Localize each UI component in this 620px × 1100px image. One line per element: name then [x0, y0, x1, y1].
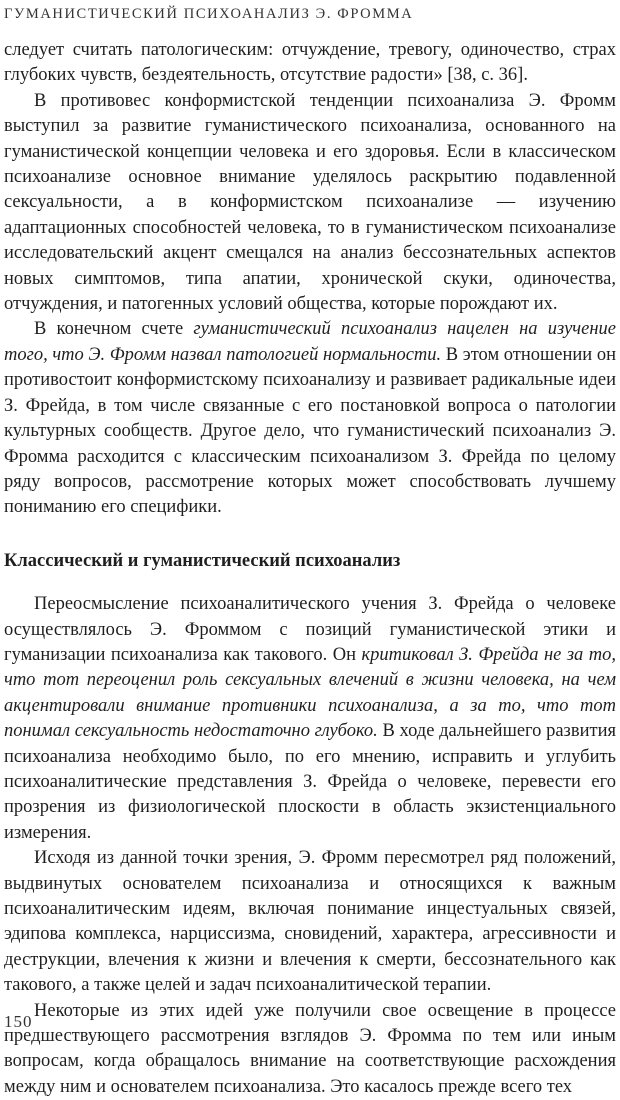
paragraph-text: В этом отношении он противостоит конформистскому психоанализу и развивает радикальные идеи З. Фрейда, в том числе связанные с его постановкой вопроса о патологии культурных сообществ. Другое дело, что гуманистический психоанализ Э. Фромма расходится с классическим психоанализом З. Фрейда по целому ряду вопросов, рассмотрение которых может способствовать лучшему пониманию его специфики. [4, 344, 616, 518]
body-text [4, 38, 616, 1100]
italic-emphasis: критиковал З. Фрейда не за то, что тот переоценил роль сексуальных влечений в жизни человека, на чем акцентировали внимание противники психоанализа, а за то, что тот понимал сексуальность недостаточно глубоко. [4, 644, 616, 742]
page-number: 150 [4, 1012, 33, 1031]
section-heading: Классический и гуманистический психоанализ [4, 550, 401, 571]
italic-emphasis: гуманистический психоанализ нацелен на изучение того, что Э. Фромм назвал патологией нормальности. [4, 319, 616, 365]
paragraph-revised-ideas: Исходя из данной точки зрения, Э. Фромм пересмотрел ряд положений, выдвинутых основателем психоанализа и относящихся к важным психоаналитическим идеям, включая понимание инцестуальных связей, эдипова комплекса, нарциссизма, сновидений, характера, агрессивности и деструкции, влечения к жизни и влечения к смерти, бессознательного как такового, а также целей и задач психоаналитической терапии. [4, 848, 616, 996]
paragraph-previous-discussion: Некоторые из этих идей уже получили свое освещение в процессе предшествующего рассмотрения взглядов Э. Фромма по тем или иным вопросам, когда обращалось внимание на соответствующие расхождения между ним и основателем психоанализа. Это касалось прежде всего тех [4, 1000, 616, 1097]
paragraph-text: В ходе дальнейшего развития психоанализа необходимо было, по его мнению, исправить и углубить психоаналитические представления З. Фрейда о человеке, перевести его прозрения из физиологической плоскости в область экзистенциального измерения. [4, 721, 616, 843]
paragraph-pathology-of-normality [4, 317, 616, 520]
paragraph-continuation: следует считать патологическим: отчуждение, тревогу, одиночество, страх глубоких чувств, бездеятельность, отсутствие радости» [38, с. 36]. [4, 40, 616, 86]
paragraph-rethinking-freud [4, 592, 616, 846]
paragraph-text: В конечном счете [34, 319, 194, 340]
paragraph-humanistic-psychoanalysis: В противовес конформистской тенденции психоанализа Э. Фромм выступил за развитие гуманистического психоанализа, основанного на гуманистической концепции человека и его здоровья. Если в классическом психоанализе основное внимание уделялось раскрытию подавленной сексуальности, а в конформистском психоанализе — изучению адаптационных способностей человека, то в гуманистическом психоанализе исследовательский акцент смещался на анализ бессознательных аспектов новых симптомов, типа апатии, хронической скуки, одиночества, отчуждения, и патогенных условий общества, которые порождают их. [4, 90, 616, 315]
running-head: ГУМАНИСТИЧЕСКИЙ ПСИХОАНАЛИЗ Э. ФРОММА [4, 6, 414, 22]
paragraph-text: Переосмысление психоаналитического учения З. Фрейда о человеке осуществлялось Э. Фроммом с позиций гуманистической этики и гуманизации психоанализа как такового. Он [4, 594, 616, 665]
